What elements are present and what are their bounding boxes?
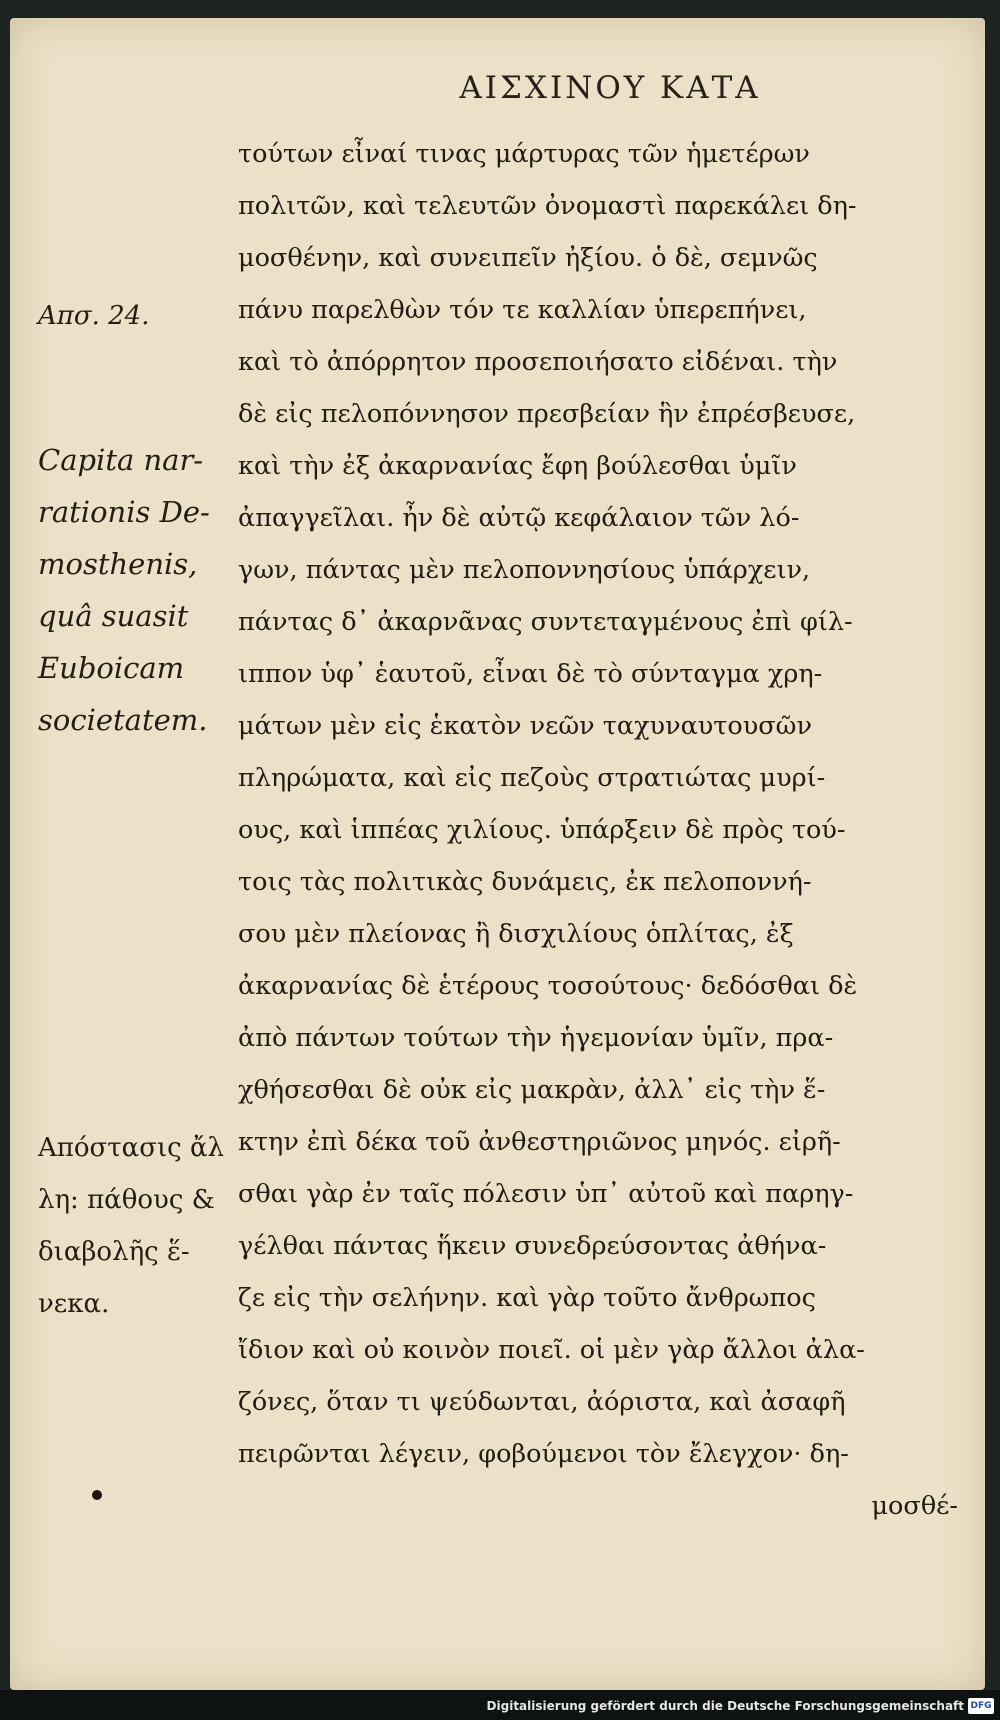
text-line: ἀπὸ πάντων τούτων τὴν ἡγεμονίαν ὑμῖν, πρα- <box>238 1023 834 1053</box>
text-line: καὶ τὸ ἀπόρρητον προσεποιήσατο εἰδέναι. τὴν <box>238 347 838 377</box>
margin-line: rationis De- <box>38 495 210 529</box>
text-line: ἀπαγγεῖλαι. ἦν δὲ αὐτῷ κεφάλαιον τῶν λό- <box>238 503 800 533</box>
margin-line: λη: πάθους & <box>38 1185 215 1215</box>
text-line: ιππον ὑφ᾽ ἑαυτοῦ, εἶναι δὲ τὸ σύνταγμα χρη- <box>238 659 823 689</box>
margin-note-latin <box>38 434 238 746</box>
catchword: μοσθέ- <box>871 1491 958 1521</box>
text-line: πάνυ παρελθὼν τόν τε καλλίαν ὑπερεπήνει, <box>238 295 807 325</box>
margin-line: Capita nar- <box>38 443 204 477</box>
text-line: ζόνες, ὅταν τι ψεύδωνται, ἀόριστα, καὶ ἀσαφῆ <box>238 1387 846 1417</box>
margin-line: Απόστασις ἄλ <box>38 1133 225 1163</box>
text-line: καὶ τὴν ἐξ ἀκαρνανίας ἔφη βούλεσθαι ὑμῖν <box>238 451 797 481</box>
text-line: πειρῶνται λέγειν, φοβούμενοι τὸν ἔλεγχον· δη- <box>238 1439 849 1469</box>
text-line: γέλθαι πάντας ἥκειν συνεδρεύσοντας ἀθήνα- <box>238 1231 827 1261</box>
text-line: τοις τὰς πολιτικὰς δυνάμεις, ἐκ πελοποννή- <box>238 867 812 897</box>
footer-credit: Digitalisierung gefördert durch die Deutsche Forschungsgemeinschaft <box>486 1699 964 1713</box>
text-line: σθαι γὰρ ἐν ταῖς πόλεσιν ὑπ᾽ αὐτοῦ καὶ παρηγ- <box>238 1179 854 1209</box>
text-line: γων, πάντας μὲν πελοποννησίους ὑπάρχειν, <box>238 555 811 585</box>
text-line: κτην ἐπὶ δέκα τοῦ ἀνθεστηριῶνος μηνός. εἰρῆ- <box>238 1127 841 1157</box>
text-line: πληρώματα, καὶ εἰς πεζοὺς στρατιώτας μυρί- <box>238 763 826 793</box>
ink-dot <box>92 1490 102 1500</box>
text-line: μάτων μὲν εἰς ἑκατὸν νεῶν ταχυναυτουσῶν <box>238 711 812 741</box>
text-line: πάντας δ᾽ ἀκαρνᾶνας συντεταγμένους ἐπὶ φίλ- <box>238 607 853 637</box>
margin-line: διαβολῆς ἕ- <box>38 1237 190 1267</box>
margin-reference <box>38 290 238 342</box>
text-line: πολιτῶν, καὶ τελευτῶν ὀνομαστὶ παρεκάλει δη- <box>238 191 857 221</box>
margin-reference-text: Απσ. 24. <box>38 301 150 331</box>
footer-bar <box>0 1690 1000 1720</box>
text-line: σου μὲν πλείονας ἢ δισχιλίους ὁπλίτας, ἐξ <box>238 919 794 949</box>
main-text <box>238 128 958 1532</box>
text-line: ἴδιον καὶ οὐ κοινὸν ποιεῖ. οἱ μὲν γὰρ ἄλλοι ἀλα- <box>238 1335 865 1365</box>
text-line: τούτων εἶναί τινας μάρτυρας τῶν ἡμετέρων <box>238 139 810 169</box>
margin-line: quâ suasit <box>38 599 189 633</box>
running-head: ΑΙΣΧΙΝΟΥ ΚΑΤΑ <box>459 70 761 106</box>
text-line: ζε εἰς τὴν σελήνην. καὶ γὰρ τοῦτο ἄνθρωπος <box>238 1283 816 1313</box>
text-line: ἀκαρνανίας δὲ ἑτέρους τοσούτους· δεδόσθαι δὲ <box>238 971 858 1001</box>
text-line: ους, καὶ ἱππέας χιλίους. ὑπάρξειν δὲ πρὸς τού- <box>238 815 846 845</box>
margin-note-greek <box>38 1122 238 1330</box>
text-line: χθήσεσθαι δὲ οὐκ εἰς μακρὰν, ἀλλ᾽ εἰς τὴν ἕ- <box>238 1075 826 1105</box>
margin-line: societatem. <box>38 703 208 737</box>
text-line: δὲ εἰς πελοπόννησον πρεσβείαν ἣν ἐπρέσβευσε, <box>238 399 856 429</box>
margin-line: νεκα. <box>38 1289 110 1319</box>
dfg-logo-icon: DFG <box>968 1698 994 1714</box>
margin-line: mosthenis, <box>38 547 198 581</box>
text-line: μοσθένην, καὶ συνειπεῖν ἠξίου. ὁ δὲ, σεμνῶς <box>238 243 818 273</box>
margin-line: Euboicam <box>38 651 185 685</box>
